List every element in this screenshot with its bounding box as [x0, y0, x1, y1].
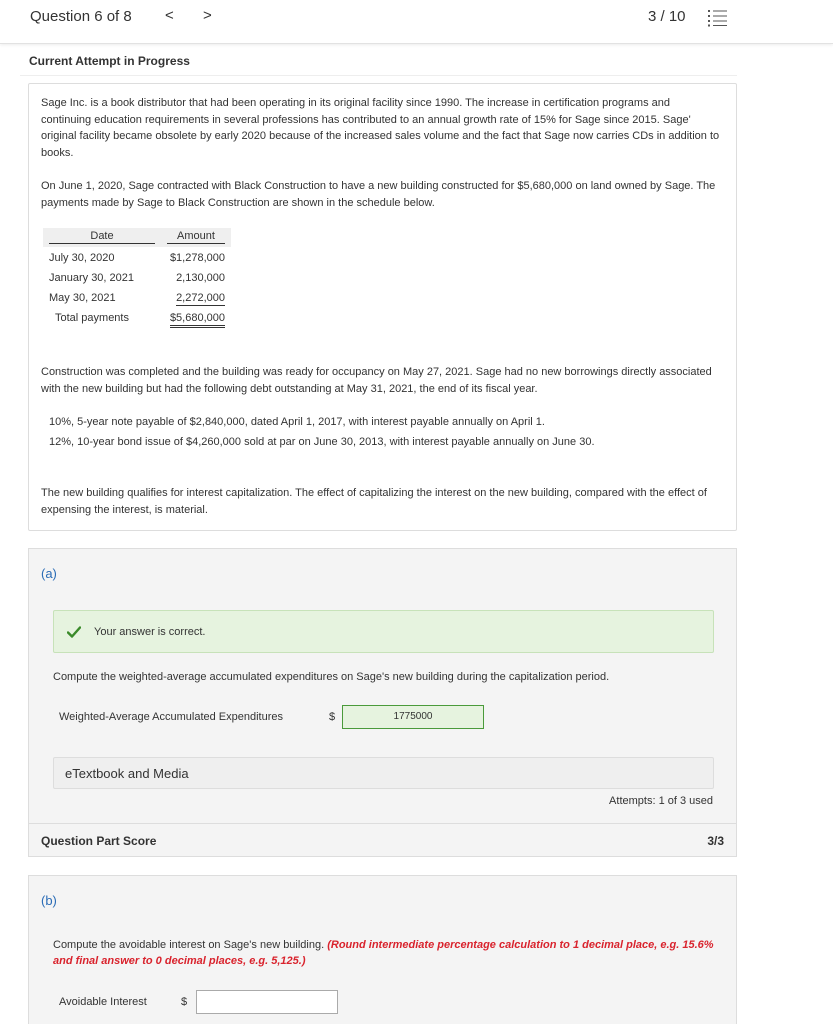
attempt-header [20, 46, 737, 76]
part-b-panel [28, 875, 737, 1024]
correct-answer-banner [53, 610, 714, 653]
part-b-prompt-text: Compute the avoidable interest on Sage's new building. [53, 939, 325, 951]
row-amount: $1,278,000 [169, 251, 225, 264]
etextbook-label: eTextbook and Media [65, 766, 189, 781]
weighted-average-input[interactable]: 1775000 [342, 705, 484, 729]
score-label: Question Part Score [41, 834, 157, 848]
problem-paragraph-4: The new building qualifies for interest capitalization. The effect of capitalizing the interest on the new building, compared with the effect of expensing the interest, is material. [41, 487, 707, 516]
weighted-average-label: Weighted-Average Accumulated Expenditures [59, 711, 284, 723]
avoidable-interest-input[interactable] [196, 990, 338, 1014]
problem-paragraph-2: On June 1, 2020, Sage contracted with Black Construction to have a new building constructed for $5,680,000 on land owned by Sage. The payments made by Sage to Black Construction are shown in the schedule below. [41, 180, 716, 209]
score-value: 3/3 [707, 834, 724, 848]
total-amount: $5,680,000 [161, 307, 231, 327]
currency-symbol: $ [181, 996, 188, 1008]
part-a-panel [28, 548, 737, 824]
next-question-button[interactable]: > [203, 7, 212, 24]
attempt-header-text: Current Attempt in Progress [29, 54, 190, 68]
part-a-label: (a) [41, 566, 57, 581]
etextbook-media-button[interactable] [53, 757, 714, 789]
table-row [43, 267, 231, 287]
row-date: July 30, 2020 [49, 251, 115, 264]
debt-item-2: 12%, 10-year bond issue of $4,260,000 sold at par on June 30, 2013, with interest payable annually on June 30. [49, 436, 595, 448]
prev-question-button[interactable]: < [165, 7, 174, 24]
question-part-score [28, 823, 737, 857]
part-b-prompt [53, 937, 723, 969]
payment-schedule-table [43, 228, 231, 327]
row-date: January 30, 2021 [49, 271, 135, 284]
table-row [43, 247, 231, 267]
problem-statement [28, 83, 737, 531]
top-bar [0, 0, 833, 44]
table-header-date: Date [43, 228, 161, 247]
problem-paragraph-3: Construction was completed and the building was ready for occupancy on May 27, 2021. Sage had no new borrowings directly associated with the new building but had the following debt outstanding at May 31, 2021, the end of its fiscal year. [41, 366, 712, 395]
question-pager: 3 / 10 [648, 8, 686, 25]
part-b-label: (b) [41, 893, 57, 908]
debt-item-1: 10%, 5-year note payable of $2,840,000, dated April 1, 2017, with interest payable annually on April 1. [49, 416, 545, 428]
problem-paragraph-1: Sage Inc. is a book distributor that had been operating in its original facility since 1990. The increase in certification programs and continuing education requirements in several professions has contributed to an annual growth rate of 15% for Sage since 2015. Sage' original facility became obsolete by early 2020 because of the increased sales volume and the fact that Sage now carries CDs in addition to books. [41, 97, 720, 159]
table-header-amount: Amount [161, 228, 231, 247]
table-total-row [43, 307, 231, 327]
rounding-instruction: (Round intermediate percentage calculation to 1 decimal place, e.g. 15.6% and final answer to 0 decimal places, e.g. 5,125.) [53, 939, 714, 967]
table-row [43, 287, 231, 307]
row-amount: 2,130,000 [176, 271, 225, 284]
attempts-counter: Attempts: 1 of 3 used [609, 795, 713, 807]
question-label: Question 6 of 8 [30, 8, 132, 25]
part-a-prompt: Compute the weighted-average accumulated expenditures on Sage's new building during the capitalization period. [53, 671, 610, 683]
row-amount: 2,272,000 [176, 291, 225, 304]
row-date: May 30, 2021 [49, 291, 116, 304]
avoidable-interest-label: Avoidable Interest [59, 996, 147, 1008]
total-label: Total payments [55, 311, 129, 324]
list-icon[interactable] [708, 9, 728, 27]
currency-symbol: $ [329, 711, 336, 723]
checkmark-icon [67, 626, 81, 638]
correct-message: Your answer is correct. [94, 626, 206, 638]
